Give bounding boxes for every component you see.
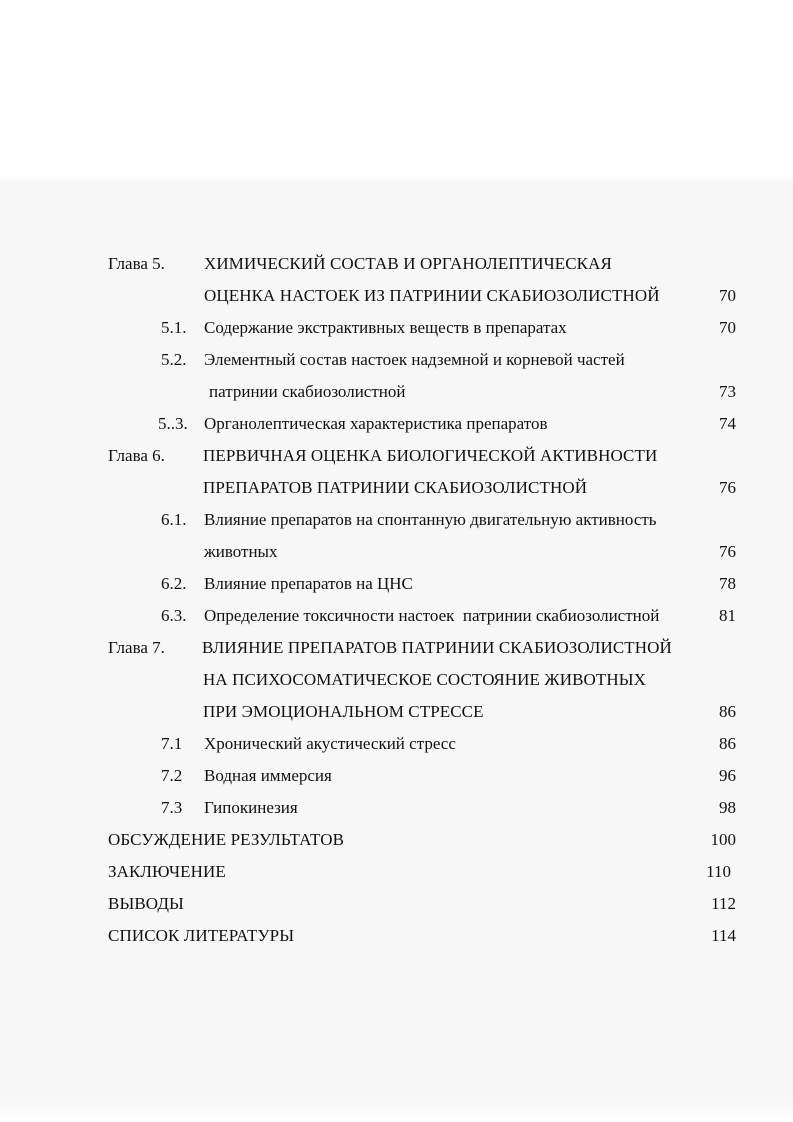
section-title: ОБСУЖДЕНИЕ РЕЗУЛЬТАТОВ xyxy=(108,830,345,849)
section-number: 7.1 xyxy=(161,734,183,753)
section-title: Гипокинезия xyxy=(204,798,298,817)
toc-references xyxy=(0,924,793,948)
toc-chapter-5 xyxy=(0,252,793,276)
section-title: Содержание экстрактивных веществ в препаратах xyxy=(204,318,567,337)
page-number: 98 xyxy=(719,798,736,817)
section-title: СПИСОК ЛИТЕРАТУРЫ xyxy=(108,926,295,945)
page-number: 86 xyxy=(719,734,736,753)
toc-chapter-7-cont-2 xyxy=(0,700,793,724)
section-title: Хронический акустический стресс xyxy=(204,734,456,753)
toc-section-6-1-cont xyxy=(0,540,793,564)
section-title: ВЫВОДЫ xyxy=(108,894,184,913)
page-number: 86 xyxy=(719,702,736,721)
page-number: 96 xyxy=(719,766,736,785)
toc-chapter-6 xyxy=(0,444,793,468)
page-number: 112 xyxy=(711,894,736,913)
chapter-title: НА ПСИХОСОМАТИЧЕСКОЕ СОСТОЯНИЕ ЖИВОТНЫХ xyxy=(203,670,647,689)
toc-section-5-2 xyxy=(0,348,793,372)
toc-section-7-2 xyxy=(0,764,793,788)
toc-section-7-1 xyxy=(0,732,793,756)
toc-conclusion xyxy=(0,860,793,884)
chapter-title: ОЦЕНКА НАСТОЕК ИЗ ПАТРИНИИ СКАБИОЗОЛИСТНОЙ xyxy=(204,286,660,305)
page-number: 70 xyxy=(719,286,736,305)
toc-chapter-6-cont xyxy=(0,476,793,500)
toc-findings xyxy=(0,892,793,916)
section-title: ЗАКЛЮЧЕНИЕ xyxy=(108,862,226,881)
chapter-label: Глава 6. xyxy=(108,446,165,465)
toc-section-6-1 xyxy=(0,508,793,532)
section-number: 7.3 xyxy=(161,798,183,817)
section-title: Определение токсичности настоек патринии скабиозолистной xyxy=(204,606,660,625)
section-title: патринии скабиозолистной xyxy=(209,382,406,401)
toc-section-5-3 xyxy=(0,412,793,436)
toc-chapter-7-cont-1 xyxy=(0,668,793,692)
section-title: Элементный состав настоек надземной и корневой частей xyxy=(204,350,625,369)
chapter-title: ПЕРВИЧНАЯ ОЦЕНКА БИОЛОГИЧЕСКОЙ АКТИВНОСТИ xyxy=(203,446,658,465)
toc-section-6-3 xyxy=(0,604,793,628)
section-number: 5.2. xyxy=(161,350,187,369)
chapter-label: Глава 7. xyxy=(108,638,165,657)
page-number: 114 xyxy=(711,926,736,945)
section-title: животных xyxy=(204,542,278,561)
page-number: 74 xyxy=(719,414,736,433)
toc-chapter-7 xyxy=(0,636,793,660)
page-number: 76 xyxy=(719,478,736,497)
chapter-label: Глава 5. xyxy=(108,254,165,273)
toc-chapter-5-cont xyxy=(0,284,793,308)
section-number: 6.1. xyxy=(161,510,187,529)
section-number: 5..3. xyxy=(158,414,188,433)
section-number: 6.3. xyxy=(161,606,187,625)
page-number: 100 xyxy=(710,830,736,849)
page-number: 73 xyxy=(719,382,736,401)
toc-section-5-1 xyxy=(0,316,793,340)
chapter-title: ПРИ ЭМОЦИОНАЛЬНОМ СТРЕССЕ xyxy=(203,702,484,721)
section-number: 5.1. xyxy=(161,318,187,337)
section-number: 6.2. xyxy=(161,574,187,593)
chapter-title: ПРЕПАРАТОВ ПАТРИНИИ СКАБИОЗОЛИСТНОЙ xyxy=(203,478,588,497)
toc-section-7-3 xyxy=(0,796,793,820)
page-number: 110 xyxy=(706,862,731,881)
page-number: 70 xyxy=(719,318,736,337)
toc-discussion xyxy=(0,828,793,852)
chapter-title: ВЛИЯНИЕ ПРЕПАРАТОВ ПАТРИНИИ СКАБИОЗОЛИСТНОЙ xyxy=(202,638,672,657)
section-title: Водная иммерсия xyxy=(204,766,332,785)
chapter-title: ХИМИЧЕСКИЙ СОСТАВ И ОРГАНОЛЕПТИЧЕСКАЯ xyxy=(204,254,612,273)
section-number: 7.2 xyxy=(161,766,183,785)
page-number: 81 xyxy=(719,606,736,625)
section-title: Влияние препаратов на ЦНС xyxy=(204,574,413,593)
section-title: Органолептическая характеристика препаратов xyxy=(204,414,548,433)
page-number: 78 xyxy=(719,574,736,593)
page-number: 76 xyxy=(719,542,736,561)
section-title: Влияние препаратов на спонтанную двигательную активность xyxy=(204,510,657,529)
toc-section-5-2-cont xyxy=(0,380,793,404)
toc-section-6-2 xyxy=(0,572,793,596)
